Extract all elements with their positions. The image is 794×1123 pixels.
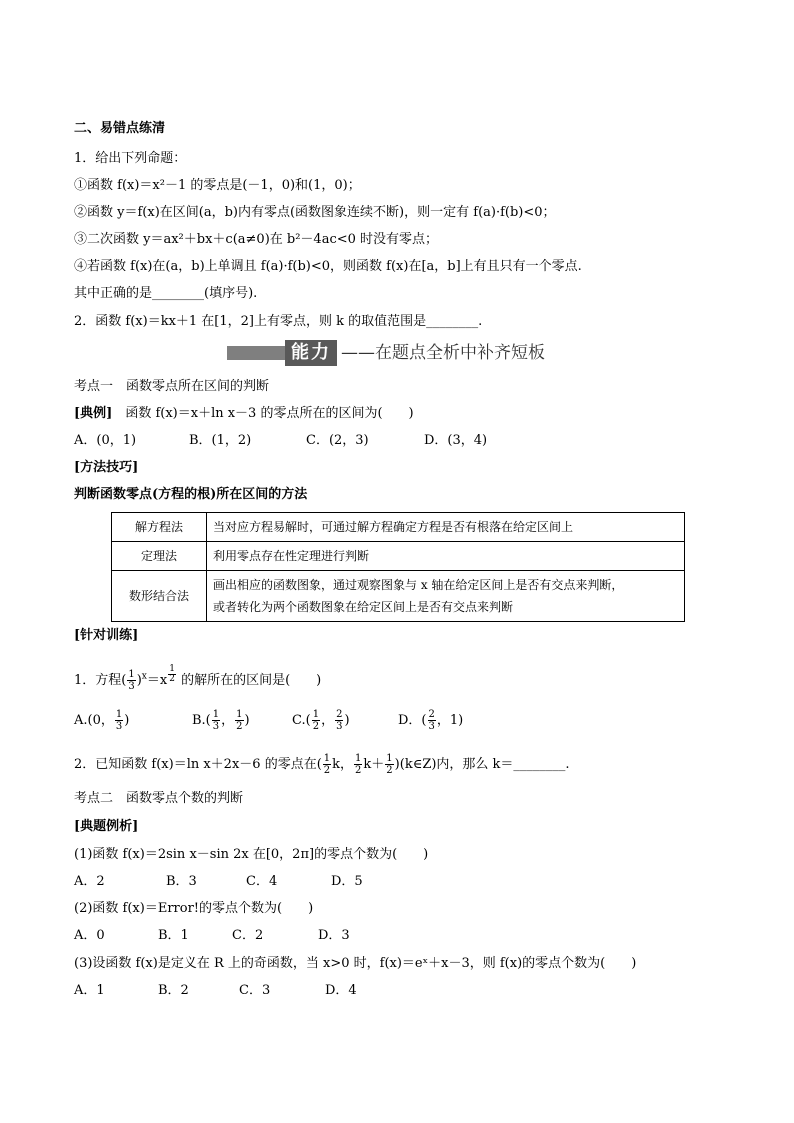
q1-proposition-1: ①函数 f(x)＝x²－1 的零点是(－1，0)和(1，0)； bbox=[74, 178, 361, 193]
t2-k2: k＋ bbox=[363, 757, 385, 772]
t1-prefix: 1．方程( bbox=[74, 673, 127, 688]
kp2-q2-option-b: B．1 bbox=[158, 928, 189, 943]
t1-exponent-x: x bbox=[141, 671, 147, 682]
method-desc: 利用零点存在性定理进行判断 bbox=[207, 542, 685, 571]
training-tag: [针对训练] bbox=[74, 628, 139, 643]
t2-k1: k， bbox=[332, 757, 354, 772]
q2-text: 2．函数 f(x)＝kx＋1 在[1，2]上有零点，则 k 的取值范围是________. bbox=[74, 314, 483, 329]
kp2-q3-options bbox=[74, 982, 774, 1000]
method-name: 定理法 bbox=[112, 542, 207, 571]
table-row bbox=[112, 571, 685, 622]
kp2-q1-option-d: D．5 bbox=[331, 874, 363, 889]
table-row bbox=[112, 542, 685, 571]
kp1-title: 考点一 函数零点所在区间的判断 bbox=[74, 379, 270, 394]
t1-option-b: B.( $\frac{1}{3}$ ， $\frac{1}{2}$ ) bbox=[192, 709, 250, 732]
method-name: 解方程法 bbox=[112, 513, 207, 542]
method-tag: [方法技巧] bbox=[74, 460, 139, 475]
banner-bar bbox=[227, 346, 285, 360]
t1-option-d: D．( $\frac{2}{3}$ ，1) bbox=[398, 709, 464, 732]
q1-stem: 1．给出下列命题： bbox=[74, 151, 187, 166]
section-title: 二、易错点练清 bbox=[74, 121, 166, 136]
kp1-example bbox=[74, 405, 414, 423]
kp2-q3-option-a: A．1 bbox=[74, 983, 105, 998]
kp2-q1-option-b: B．3 bbox=[166, 874, 197, 889]
kp1-option-c: C．(2，3) bbox=[306, 433, 369, 448]
kp2-q3: (3)设函数 f(x)是定义在 R 上的奇函数，当 x>0 时，f(x)＝eˣ＋x－3，则 f(x)的零点个数为( ) bbox=[74, 956, 637, 971]
kp2-q1-option-a: A．2 bbox=[74, 874, 105, 889]
q1-proposition-3: ③二次函数 y＝ax²＋bx＋c(a≠0)在 b²－4ac<0 时没有零点； bbox=[74, 232, 439, 247]
kp2-q3-option-d: D．4 bbox=[325, 983, 357, 998]
method-desc-line-1: 画出相应的函数图象，通过观察图象与 x 轴在给定区间上是否有交点来判断， bbox=[213, 578, 624, 592]
kp1-options bbox=[74, 432, 774, 450]
kp2-q2: (2)函数 f(x)＝Error!的零点个数为( ) bbox=[74, 901, 314, 916]
kp1-option-a: A．(0，1) bbox=[74, 433, 137, 448]
t1-equals: ＝x bbox=[146, 673, 168, 688]
method-name: 数形结合法 bbox=[112, 571, 207, 622]
training-q1 bbox=[74, 660, 321, 696]
q1-proposition-4: ④若函数 f(x)在(a，b)上单调且 f(a)·f(b)<0，则函数 f(x)在[a，b]上有且只有一个零点. bbox=[74, 259, 582, 274]
t1-suffix: 的解所在的区间是( ) bbox=[176, 673, 322, 688]
method-title: 判断函数零点(方程的根)所在区间的方法 bbox=[74, 487, 308, 502]
kp1-option-d: D．(3，4) bbox=[424, 433, 488, 448]
kp2-tag: [典题例析] bbox=[74, 819, 139, 834]
q1-proposition-2: ②函数 y＝f(x)在区间(a，b)内有零点(函数图象连续不断)，则一定有 f(a)·f(b)<0； bbox=[74, 205, 556, 220]
t2-prefix: 2．已知函数 f(x)＝ln x＋2x－6 的零点在( bbox=[74, 757, 322, 772]
method-desc bbox=[207, 571, 685, 622]
banner-label: 能力 bbox=[285, 340, 337, 366]
kp2-q2-options bbox=[74, 927, 774, 945]
kp2-q2-option-a: A．0 bbox=[74, 928, 105, 943]
fraction-one-half: $\frac{1}{2}$ bbox=[323, 753, 331, 776]
kp2-q2-option-d: D．3 bbox=[318, 928, 350, 943]
training-q2 bbox=[74, 750, 570, 780]
method-table bbox=[111, 512, 685, 622]
method-desc: 当对应方程易解时，可通过解方程确定方程是否有根落在给定区间上 bbox=[207, 513, 685, 542]
t1-option-c: C.( $\frac{1}{2}$ ， $\frac{2}{3}$ ) bbox=[292, 709, 350, 732]
kp2-q3-option-c: C．3 bbox=[239, 983, 271, 998]
kp2-title: 考点二 函数零点个数的判断 bbox=[74, 791, 244, 806]
fraction-one-half-exponent: 1 2 bbox=[169, 664, 175, 684]
example-text: 函数 f(x)＝x＋ln x－3 的零点所在的区间为( ) bbox=[112, 406, 414, 421]
fraction-one-half: $\frac{1}{2}$ bbox=[355, 753, 362, 776]
training-q1-options bbox=[74, 706, 774, 736]
fraction-one-half: $\frac{1}{2}$ bbox=[386, 753, 393, 776]
kp1-option-b: B．(1，2) bbox=[189, 433, 252, 448]
kp2-q1-options bbox=[74, 873, 774, 891]
table-row bbox=[112, 513, 685, 542]
banner-subtitle: ——在题点全析中补齐短板 bbox=[341, 343, 545, 363]
kp2-q3-option-b: B．2 bbox=[158, 983, 189, 998]
q1-answer-blank: 其中正确的是________(填序号). bbox=[74, 286, 258, 301]
kp2-q1-option-c: C．4 bbox=[246, 874, 278, 889]
t1-close: ) bbox=[136, 673, 142, 688]
fraction-one-third: $\frac{1}{3}$ bbox=[128, 669, 135, 692]
t2-suffix: )(k∈Z)内，那么 k＝________. bbox=[394, 757, 570, 772]
method-desc-line-2: 或者转化为两个函数图象在给定区间上是否有交点来判断 bbox=[213, 600, 514, 614]
kp2-q2-option-c: C．2 bbox=[232, 928, 264, 943]
example-tag: [典例] bbox=[74, 406, 113, 421]
kp2-q1: (1)函数 f(x)＝2sin x－sin 2x 在[0，2π]的零点个数为( ) bbox=[74, 847, 429, 862]
t1-option-a: A.(0， $\frac{1}{3}$ ) bbox=[74, 709, 130, 732]
